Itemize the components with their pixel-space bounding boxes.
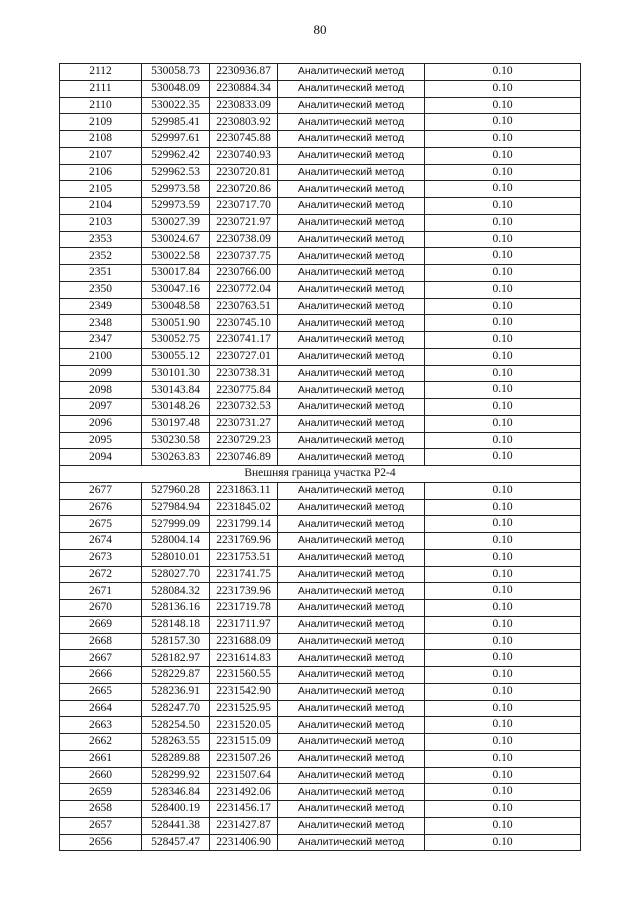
error-cell: 0.10 bbox=[425, 717, 581, 734]
point-number-cell: 2109 bbox=[60, 114, 142, 131]
point-number-cell: 2674 bbox=[60, 533, 142, 550]
point-number-cell: 2670 bbox=[60, 600, 142, 617]
error-cell: 0.10 bbox=[425, 801, 581, 818]
error-cell: 0.10 bbox=[425, 164, 581, 181]
table-row bbox=[60, 566, 581, 583]
coordinates-table bbox=[59, 63, 581, 851]
point-number-cell: 2351 bbox=[60, 265, 142, 282]
method-cell: Аналитический метод bbox=[278, 750, 425, 767]
y-coordinate-cell: 2231456.17 bbox=[210, 801, 278, 818]
point-number-cell: 2099 bbox=[60, 365, 142, 382]
x-coordinate-cell: 530051.90 bbox=[142, 315, 210, 332]
point-number-cell: 2347 bbox=[60, 332, 142, 349]
error-cell: 0.10 bbox=[425, 382, 581, 399]
x-coordinate-cell: 528027.70 bbox=[142, 566, 210, 583]
point-number-cell: 2677 bbox=[60, 482, 142, 499]
y-coordinate-cell: 2231406.90 bbox=[210, 834, 278, 851]
method-cell: Аналитический метод bbox=[278, 499, 425, 516]
y-coordinate-cell: 2231711.97 bbox=[210, 616, 278, 633]
y-coordinate-cell: 2231845.02 bbox=[210, 499, 278, 516]
method-cell: Аналитический метод bbox=[278, 248, 425, 265]
y-coordinate-cell: 2230720.86 bbox=[210, 181, 278, 198]
x-coordinate-cell: 528236.91 bbox=[142, 683, 210, 700]
point-number-cell: 2671 bbox=[60, 583, 142, 600]
error-cell: 0.10 bbox=[425, 516, 581, 533]
table-row bbox=[60, 549, 581, 566]
y-coordinate-cell: 2230763.51 bbox=[210, 298, 278, 315]
point-number-cell: 2659 bbox=[60, 784, 142, 801]
y-coordinate-cell: 2230936.87 bbox=[210, 64, 278, 81]
error-cell: 0.10 bbox=[425, 365, 581, 382]
error-cell: 0.10 bbox=[425, 64, 581, 81]
x-coordinate-cell: 528247.70 bbox=[142, 700, 210, 717]
error-cell: 0.10 bbox=[425, 281, 581, 298]
point-number-cell: 2662 bbox=[60, 734, 142, 751]
method-cell: Аналитический метод bbox=[278, 131, 425, 148]
x-coordinate-cell: 528346.84 bbox=[142, 784, 210, 801]
error-cell: 0.10 bbox=[425, 482, 581, 499]
table-row bbox=[60, 700, 581, 717]
x-coordinate-cell: 529973.58 bbox=[142, 181, 210, 198]
method-cell: Аналитический метод bbox=[278, 80, 425, 97]
method-cell: Аналитический метод bbox=[278, 298, 425, 315]
method-cell: Аналитический метод bbox=[278, 198, 425, 215]
table-row bbox=[60, 600, 581, 617]
table-row bbox=[60, 801, 581, 818]
table-row bbox=[60, 750, 581, 767]
y-coordinate-cell: 2230884.34 bbox=[210, 80, 278, 97]
method-cell: Аналитический метод bbox=[278, 583, 425, 600]
error-cell: 0.10 bbox=[425, 667, 581, 684]
x-coordinate-cell: 528229.87 bbox=[142, 667, 210, 684]
x-coordinate-cell: 528148.18 bbox=[142, 616, 210, 633]
method-cell: Аналитический метод bbox=[278, 147, 425, 164]
x-coordinate-cell: 529973.59 bbox=[142, 198, 210, 215]
y-coordinate-cell: 2231520.05 bbox=[210, 717, 278, 734]
point-number-cell: 2660 bbox=[60, 767, 142, 784]
table-row bbox=[60, 415, 581, 432]
y-coordinate-cell: 2230721.97 bbox=[210, 214, 278, 231]
table-row bbox=[60, 365, 581, 382]
x-coordinate-cell: 528299.92 bbox=[142, 767, 210, 784]
y-coordinate-cell: 2230740.93 bbox=[210, 147, 278, 164]
table-row bbox=[60, 97, 581, 114]
table-row bbox=[60, 583, 581, 600]
y-coordinate-cell: 2230727.01 bbox=[210, 348, 278, 365]
method-cell: Аналитический метод bbox=[278, 382, 425, 399]
y-coordinate-cell: 2231614.83 bbox=[210, 650, 278, 667]
table-row bbox=[60, 64, 581, 81]
point-number-cell: 2658 bbox=[60, 801, 142, 818]
x-coordinate-cell: 530143.84 bbox=[142, 382, 210, 399]
method-cell: Аналитический метод bbox=[278, 700, 425, 717]
x-coordinate-cell: 530027.39 bbox=[142, 214, 210, 231]
table-row bbox=[60, 348, 581, 365]
y-coordinate-cell: 2230720.81 bbox=[210, 164, 278, 181]
error-cell: 0.10 bbox=[425, 616, 581, 633]
error-cell: 0.10 bbox=[425, 399, 581, 416]
x-coordinate-cell: 530230.58 bbox=[142, 432, 210, 449]
point-number-cell: 2352 bbox=[60, 248, 142, 265]
method-cell: Аналитический метод bbox=[278, 784, 425, 801]
y-coordinate-cell: 2231507.64 bbox=[210, 767, 278, 784]
x-coordinate-cell: 529997.61 bbox=[142, 131, 210, 148]
y-coordinate-cell: 2231769.96 bbox=[210, 533, 278, 550]
error-cell: 0.10 bbox=[425, 332, 581, 349]
x-coordinate-cell: 530048.58 bbox=[142, 298, 210, 315]
method-cell: Аналитический метод bbox=[278, 734, 425, 751]
error-cell: 0.10 bbox=[425, 767, 581, 784]
method-cell: Аналитический метод bbox=[278, 767, 425, 784]
table-row bbox=[60, 633, 581, 650]
method-cell: Аналитический метод bbox=[278, 315, 425, 332]
y-coordinate-cell: 2231427.87 bbox=[210, 817, 278, 834]
x-coordinate-cell: 528136.16 bbox=[142, 600, 210, 617]
table-row bbox=[60, 281, 581, 298]
table-row bbox=[60, 265, 581, 282]
x-coordinate-cell: 530148.26 bbox=[142, 399, 210, 416]
x-coordinate-cell: 530052.75 bbox=[142, 332, 210, 349]
x-coordinate-cell: 530017.84 bbox=[142, 265, 210, 282]
table-row bbox=[60, 449, 581, 466]
point-number-cell: 2672 bbox=[60, 566, 142, 583]
y-coordinate-cell: 2231739.96 bbox=[210, 583, 278, 600]
point-number-cell: 2666 bbox=[60, 667, 142, 684]
point-number-cell: 2111 bbox=[60, 80, 142, 97]
error-cell: 0.10 bbox=[425, 700, 581, 717]
point-number-cell: 2668 bbox=[60, 633, 142, 650]
table-row bbox=[60, 248, 581, 265]
method-cell: Аналитический метод bbox=[278, 432, 425, 449]
method-cell: Аналитический метод bbox=[278, 332, 425, 349]
method-cell: Аналитический метод bbox=[278, 114, 425, 131]
x-coordinate-cell: 530055.12 bbox=[142, 348, 210, 365]
point-number-cell: 2667 bbox=[60, 650, 142, 667]
error-cell: 0.10 bbox=[425, 265, 581, 282]
table-row bbox=[60, 432, 581, 449]
x-coordinate-cell: 529962.53 bbox=[142, 164, 210, 181]
section-header-row bbox=[60, 466, 581, 483]
x-coordinate-cell: 530048.09 bbox=[142, 80, 210, 97]
x-coordinate-cell: 527999.09 bbox=[142, 516, 210, 533]
x-coordinate-cell: 528254.50 bbox=[142, 717, 210, 734]
x-coordinate-cell: 530024.67 bbox=[142, 231, 210, 248]
method-cell: Аналитический метод bbox=[278, 834, 425, 851]
table-row bbox=[60, 298, 581, 315]
table-row bbox=[60, 533, 581, 550]
y-coordinate-cell: 2231507.26 bbox=[210, 750, 278, 767]
point-number-cell: 2098 bbox=[60, 382, 142, 399]
point-number-cell: 2096 bbox=[60, 415, 142, 432]
point-number-cell: 2673 bbox=[60, 549, 142, 566]
error-cell: 0.10 bbox=[425, 817, 581, 834]
error-cell: 0.10 bbox=[425, 181, 581, 198]
error-cell: 0.10 bbox=[425, 499, 581, 516]
error-cell: 0.10 bbox=[425, 97, 581, 114]
method-cell: Аналитический метод bbox=[278, 265, 425, 282]
table-row bbox=[60, 315, 581, 332]
table-row bbox=[60, 399, 581, 416]
method-cell: Аналитический метод bbox=[278, 415, 425, 432]
y-coordinate-cell: 2230803.92 bbox=[210, 114, 278, 131]
method-cell: Аналитический метод bbox=[278, 516, 425, 533]
y-coordinate-cell: 2231719.78 bbox=[210, 600, 278, 617]
method-cell: Аналитический метод bbox=[278, 717, 425, 734]
table-row bbox=[60, 499, 581, 516]
table-row bbox=[60, 650, 581, 667]
table-row bbox=[60, 482, 581, 499]
y-coordinate-cell: 2230741.17 bbox=[210, 332, 278, 349]
x-coordinate-cell: 527960.28 bbox=[142, 482, 210, 499]
x-coordinate-cell: 528457.47 bbox=[142, 834, 210, 851]
error-cell: 0.10 bbox=[425, 432, 581, 449]
y-coordinate-cell: 2230737.75 bbox=[210, 248, 278, 265]
method-cell: Аналитический метод bbox=[278, 801, 425, 818]
y-coordinate-cell: 2230717.70 bbox=[210, 198, 278, 215]
point-number-cell: 2665 bbox=[60, 683, 142, 700]
x-coordinate-cell: 530058.73 bbox=[142, 64, 210, 81]
table-row bbox=[60, 717, 581, 734]
method-cell: Аналитический метод bbox=[278, 281, 425, 298]
method-cell: Аналитический метод bbox=[278, 449, 425, 466]
table-row bbox=[60, 198, 581, 215]
table-row bbox=[60, 734, 581, 751]
x-coordinate-cell: 529962.42 bbox=[142, 147, 210, 164]
method-cell: Аналитический метод bbox=[278, 181, 425, 198]
error-cell: 0.10 bbox=[425, 734, 581, 751]
point-number-cell: 2661 bbox=[60, 750, 142, 767]
y-coordinate-cell: 2231515.09 bbox=[210, 734, 278, 751]
table-row bbox=[60, 181, 581, 198]
point-number-cell: 2095 bbox=[60, 432, 142, 449]
error-cell: 0.10 bbox=[425, 449, 581, 466]
x-coordinate-cell: 530047.16 bbox=[142, 281, 210, 298]
error-cell: 0.10 bbox=[425, 231, 581, 248]
point-number-cell: 2656 bbox=[60, 834, 142, 851]
table-row bbox=[60, 817, 581, 834]
error-cell: 0.10 bbox=[425, 683, 581, 700]
point-number-cell: 2664 bbox=[60, 700, 142, 717]
table-row bbox=[60, 516, 581, 533]
y-coordinate-cell: 2230738.31 bbox=[210, 365, 278, 382]
x-coordinate-cell: 528400.19 bbox=[142, 801, 210, 818]
table-row bbox=[60, 382, 581, 399]
error-cell: 0.10 bbox=[425, 784, 581, 801]
x-coordinate-cell: 530022.35 bbox=[142, 97, 210, 114]
method-cell: Аналитический метод bbox=[278, 667, 425, 684]
x-coordinate-cell: 530263.83 bbox=[142, 449, 210, 466]
table-row bbox=[60, 332, 581, 349]
y-coordinate-cell: 2230745.10 bbox=[210, 315, 278, 332]
method-cell: Аналитический метод bbox=[278, 650, 425, 667]
error-cell: 0.10 bbox=[425, 147, 581, 164]
point-number-cell: 2112 bbox=[60, 64, 142, 81]
error-cell: 0.10 bbox=[425, 834, 581, 851]
method-cell: Аналитический метод bbox=[278, 549, 425, 566]
error-cell: 0.10 bbox=[425, 549, 581, 566]
table-row bbox=[60, 834, 581, 851]
method-cell: Аналитический метод bbox=[278, 365, 425, 382]
point-number-cell: 2663 bbox=[60, 717, 142, 734]
y-coordinate-cell: 2230745.88 bbox=[210, 131, 278, 148]
method-cell: Аналитический метод bbox=[278, 482, 425, 499]
error-cell: 0.10 bbox=[425, 415, 581, 432]
y-coordinate-cell: 2230766.00 bbox=[210, 265, 278, 282]
method-cell: Аналитический метод bbox=[278, 97, 425, 114]
table-row bbox=[60, 164, 581, 181]
point-number-cell: 2110 bbox=[60, 97, 142, 114]
error-cell: 0.10 bbox=[425, 583, 581, 600]
x-coordinate-cell: 528010.01 bbox=[142, 549, 210, 566]
point-number-cell: 2349 bbox=[60, 298, 142, 315]
x-coordinate-cell: 530197.48 bbox=[142, 415, 210, 432]
y-coordinate-cell: 2231863.11 bbox=[210, 482, 278, 499]
y-coordinate-cell: 2230729.23 bbox=[210, 432, 278, 449]
method-cell: Аналитический метод bbox=[278, 817, 425, 834]
error-cell: 0.10 bbox=[425, 600, 581, 617]
y-coordinate-cell: 2231492.06 bbox=[210, 784, 278, 801]
point-number-cell: 2657 bbox=[60, 817, 142, 834]
table-row bbox=[60, 616, 581, 633]
point-number-cell: 2094 bbox=[60, 449, 142, 466]
point-number-cell: 2107 bbox=[60, 147, 142, 164]
error-cell: 0.10 bbox=[425, 131, 581, 148]
method-cell: Аналитический метод bbox=[278, 616, 425, 633]
page-number: 80 bbox=[313, 22, 327, 37]
method-cell: Аналитический метод bbox=[278, 600, 425, 617]
point-number-cell: 2105 bbox=[60, 181, 142, 198]
y-coordinate-cell: 2230775.84 bbox=[210, 382, 278, 399]
method-cell: Аналитический метод bbox=[278, 399, 425, 416]
y-coordinate-cell: 2230731.27 bbox=[210, 415, 278, 432]
y-coordinate-cell: 2231688.09 bbox=[210, 633, 278, 650]
point-number-cell: 2108 bbox=[60, 131, 142, 148]
error-cell: 0.10 bbox=[425, 80, 581, 97]
point-number-cell: 2348 bbox=[60, 315, 142, 332]
point-number-cell: 2350 bbox=[60, 281, 142, 298]
point-number-cell: 2106 bbox=[60, 164, 142, 181]
point-number-cell: 2676 bbox=[60, 499, 142, 516]
error-cell: 0.10 bbox=[425, 214, 581, 231]
point-number-cell: 2100 bbox=[60, 348, 142, 365]
section-title: Внешняя граница участка Р2-4 bbox=[60, 466, 581, 483]
table-row bbox=[60, 214, 581, 231]
table-row bbox=[60, 683, 581, 700]
error-cell: 0.10 bbox=[425, 348, 581, 365]
method-cell: Аналитический метод bbox=[278, 633, 425, 650]
error-cell: 0.10 bbox=[425, 750, 581, 767]
method-cell: Аналитический метод bbox=[278, 533, 425, 550]
error-cell: 0.10 bbox=[425, 533, 581, 550]
table-row bbox=[60, 667, 581, 684]
method-cell: Аналитический метод bbox=[278, 683, 425, 700]
x-coordinate-cell: 528441.38 bbox=[142, 817, 210, 834]
table-row bbox=[60, 114, 581, 131]
x-coordinate-cell: 527984.94 bbox=[142, 499, 210, 516]
error-cell: 0.10 bbox=[425, 198, 581, 215]
point-number-cell: 2353 bbox=[60, 231, 142, 248]
point-number-cell: 2104 bbox=[60, 198, 142, 215]
y-coordinate-cell: 2230833.09 bbox=[210, 97, 278, 114]
y-coordinate-cell: 2231542.90 bbox=[210, 683, 278, 700]
y-coordinate-cell: 2230746.89 bbox=[210, 449, 278, 466]
coordinates-table-body bbox=[60, 64, 581, 851]
y-coordinate-cell: 2230732.53 bbox=[210, 399, 278, 416]
method-cell: Аналитический метод bbox=[278, 64, 425, 81]
table-row bbox=[60, 784, 581, 801]
y-coordinate-cell: 2231799.14 bbox=[210, 516, 278, 533]
point-number-cell: 2669 bbox=[60, 616, 142, 633]
x-coordinate-cell: 528263.55 bbox=[142, 734, 210, 751]
y-coordinate-cell: 2231753.51 bbox=[210, 549, 278, 566]
x-coordinate-cell: 528182.97 bbox=[142, 650, 210, 667]
error-cell: 0.10 bbox=[425, 566, 581, 583]
x-coordinate-cell: 528289.88 bbox=[142, 750, 210, 767]
x-coordinate-cell: 528004.14 bbox=[142, 533, 210, 550]
y-coordinate-cell: 2231525.95 bbox=[210, 700, 278, 717]
error-cell: 0.10 bbox=[425, 114, 581, 131]
method-cell: Аналитический метод bbox=[278, 231, 425, 248]
method-cell: Аналитический метод bbox=[278, 566, 425, 583]
error-cell: 0.10 bbox=[425, 298, 581, 315]
x-coordinate-cell: 530022.58 bbox=[142, 248, 210, 265]
y-coordinate-cell: 2231741.75 bbox=[210, 566, 278, 583]
table-row bbox=[60, 80, 581, 97]
y-coordinate-cell: 2231560.55 bbox=[210, 667, 278, 684]
table-row bbox=[60, 231, 581, 248]
y-coordinate-cell: 2230738.09 bbox=[210, 231, 278, 248]
method-cell: Аналитический метод bbox=[278, 214, 425, 231]
x-coordinate-cell: 528084.32 bbox=[142, 583, 210, 600]
error-cell: 0.10 bbox=[425, 315, 581, 332]
error-cell: 0.10 bbox=[425, 650, 581, 667]
x-coordinate-cell: 530101.30 bbox=[142, 365, 210, 382]
method-cell: Аналитический метод bbox=[278, 348, 425, 365]
y-coordinate-cell: 2230772.04 bbox=[210, 281, 278, 298]
point-number-cell: 2675 bbox=[60, 516, 142, 533]
x-coordinate-cell: 529985.41 bbox=[142, 114, 210, 131]
x-coordinate-cell: 528157.30 bbox=[142, 633, 210, 650]
point-number-cell: 2097 bbox=[60, 399, 142, 416]
error-cell: 0.10 bbox=[425, 248, 581, 265]
table-row bbox=[60, 147, 581, 164]
point-number-cell: 2103 bbox=[60, 214, 142, 231]
table-row bbox=[60, 131, 581, 148]
error-cell: 0.10 bbox=[425, 633, 581, 650]
table-row bbox=[60, 767, 581, 784]
method-cell: Аналитический метод bbox=[278, 164, 425, 181]
